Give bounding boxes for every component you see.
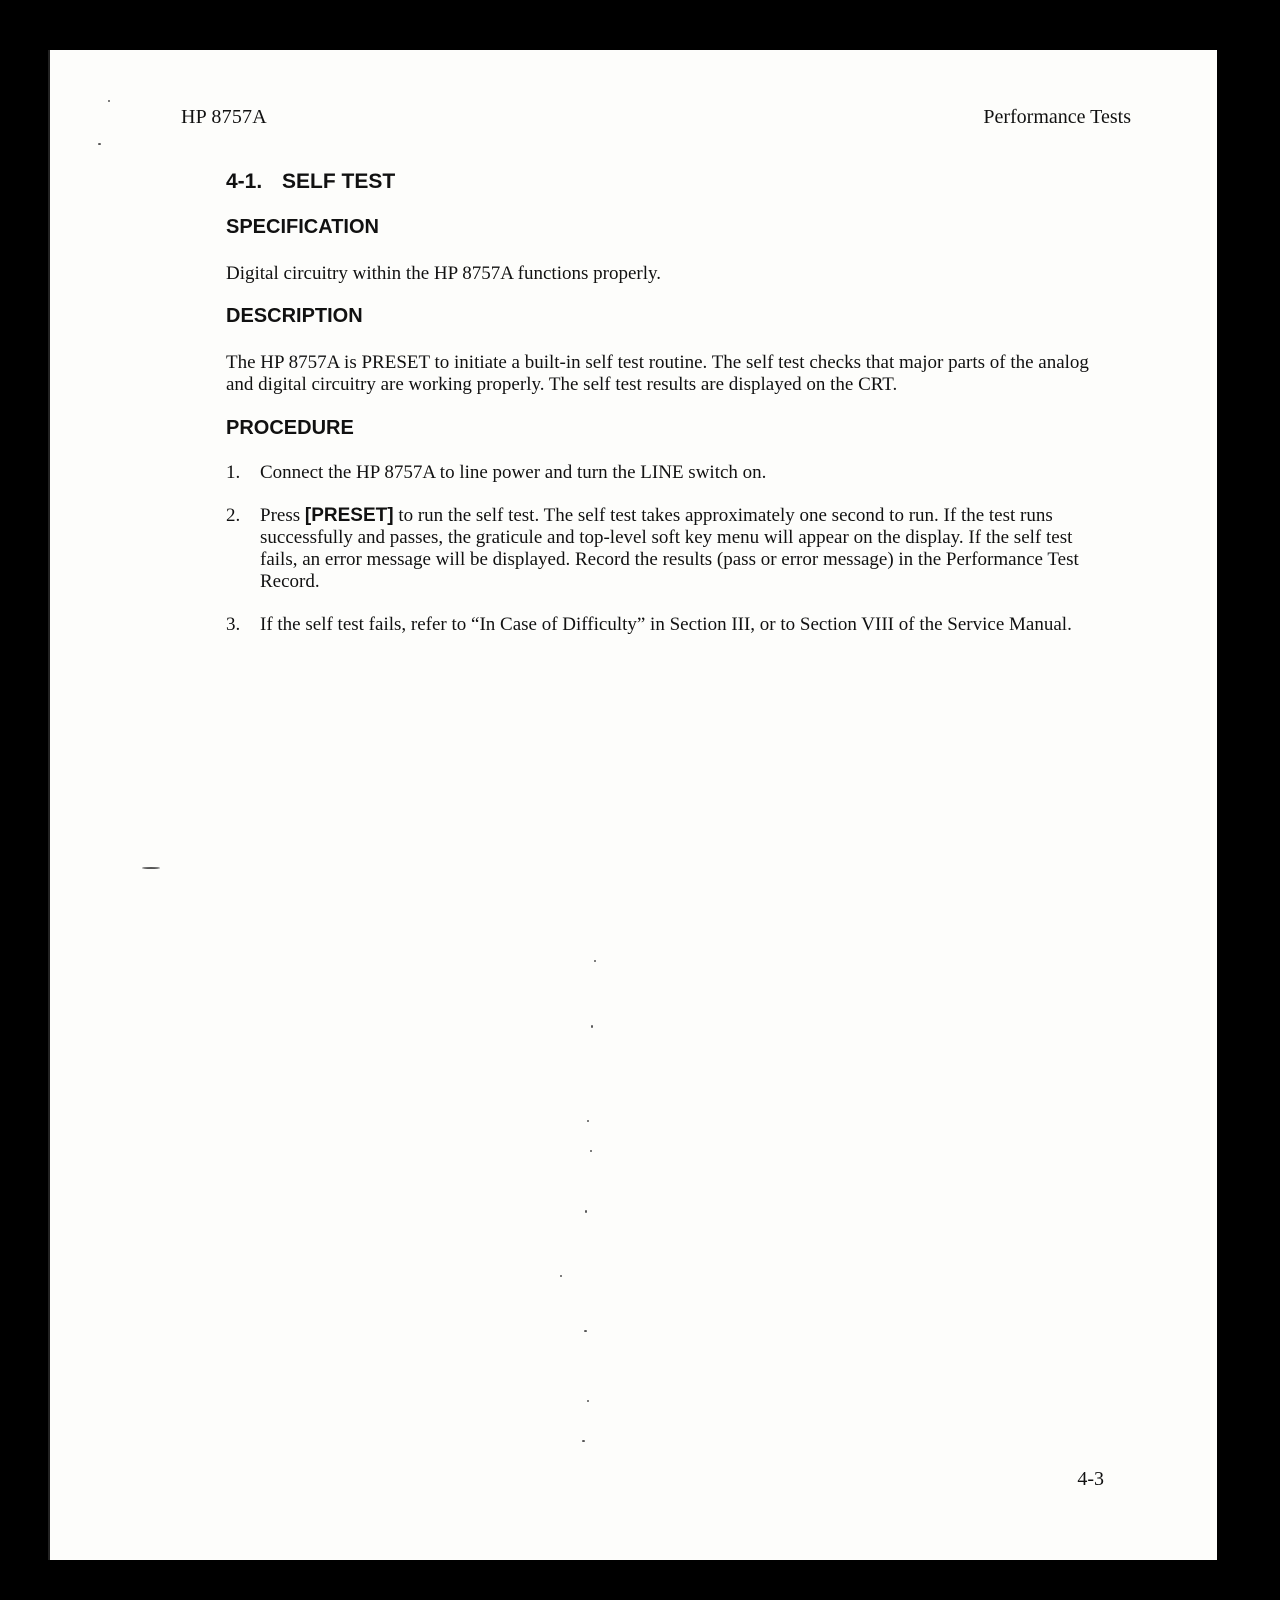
procedure-heading: PROCEDURE xyxy=(226,417,354,439)
step-number: 1. xyxy=(226,462,241,483)
step-text: Connect the HP 8757A to line power and turn the LINE switch on. xyxy=(260,462,767,483)
section-heading xyxy=(226,170,395,194)
step-text: If the self test fails, refer to “In Case of Difficulty” in Section III, or to Section VIII of the Service Manual. xyxy=(260,614,1072,635)
step-text-after: to run the self test. The self test takes approximately one second to run. If the test runs successfully and passes, the graticule and top-level soft key menu will appear on the display. If the self test fails, an error message will be displayed. Record the results (pass or error message) in the Performance Test Record. xyxy=(260,505,1079,592)
specification-heading: SPECIFICATION xyxy=(226,216,379,238)
scan-artifact xyxy=(587,1400,589,1402)
scan-artifact xyxy=(582,1440,585,1442)
scan-artifact xyxy=(584,1330,587,1332)
scan-artifact xyxy=(590,1150,592,1152)
preset-key-label: [PRESET] xyxy=(304,505,394,526)
procedure-list xyxy=(226,462,1096,657)
specification-text: Digital circuitry within the HP 8757A functions properly. xyxy=(226,263,661,284)
description-heading: DESCRIPTION xyxy=(226,305,363,327)
page-number: 4-3 xyxy=(1077,1468,1104,1490)
document-page xyxy=(50,50,1217,1560)
step-number: 3. xyxy=(226,614,241,635)
description-text: The HP 8757A is PRESET to initiate a built-in self test routine. The self test checks that major parts of the analog and digital circuitry are working properly. The self test results are displayed on the CRT. xyxy=(226,352,1089,395)
section-number: 4-1. xyxy=(226,170,263,193)
section-title: SELF TEST xyxy=(282,170,396,193)
procedure-step xyxy=(226,462,1096,484)
header-section: Performance Tests xyxy=(983,106,1131,128)
scan-artifact xyxy=(594,960,596,962)
procedure-step xyxy=(226,614,1096,636)
procedure-step xyxy=(226,505,1096,593)
step-text-before: Press xyxy=(260,505,305,526)
scan-artifact xyxy=(108,100,110,102)
scan-artifact xyxy=(587,1120,589,1122)
step-number: 2. xyxy=(226,505,241,526)
scan-artifact xyxy=(98,143,101,145)
scan-artifact xyxy=(585,1210,587,1213)
scan-artifact xyxy=(142,867,160,869)
scan-artifact xyxy=(560,1275,562,1277)
scan-artifact xyxy=(591,1025,593,1028)
header-model: HP 8757A xyxy=(181,106,267,128)
